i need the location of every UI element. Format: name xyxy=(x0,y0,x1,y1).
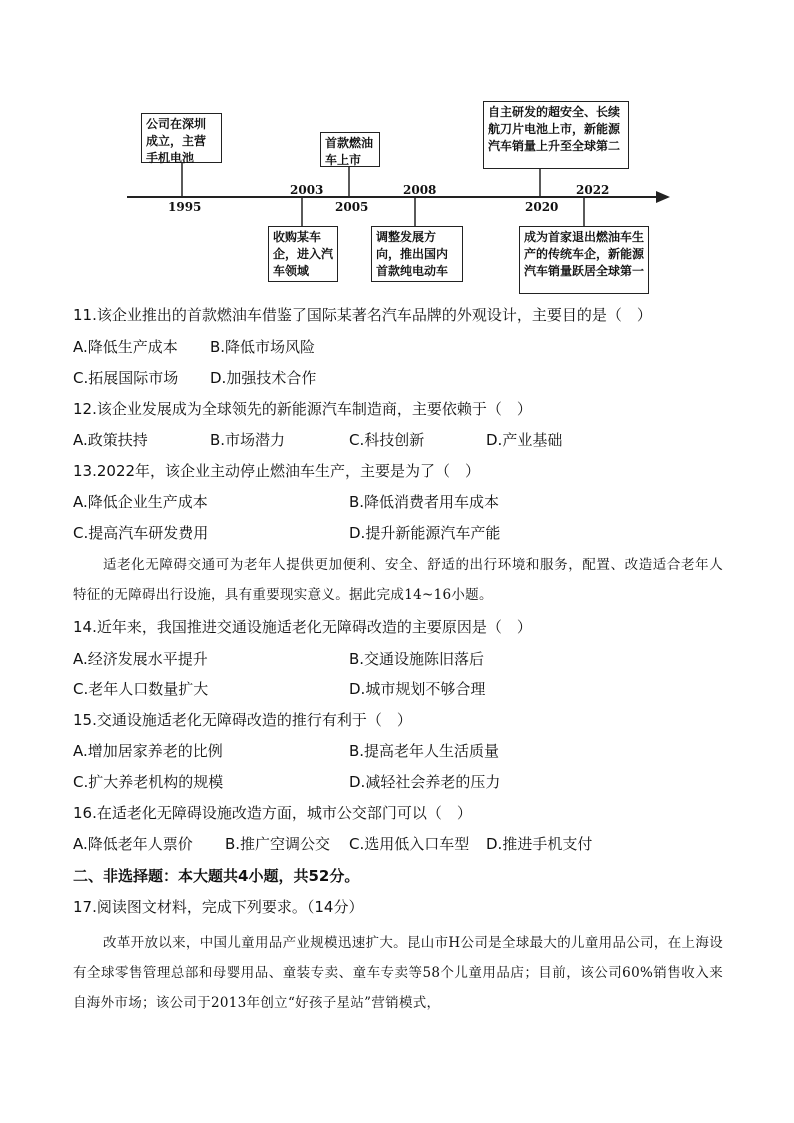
question-16: 16.在适老化无障碍设施改造方面，城市公交部门可以（ ） xyxy=(73,804,472,822)
year-label-2020: 2020 xyxy=(525,200,559,214)
q12-option-c: C.科技创新 xyxy=(349,431,425,449)
q15-option-a: A.增加居家养老的比例 xyxy=(73,742,223,760)
q14-option-a: A.经济发展水平提升 xyxy=(73,650,208,668)
q15-option-b: B.提高老年人生活质量 xyxy=(349,742,500,760)
year-label-2003: 2003 xyxy=(290,183,324,197)
q15-option-d: D.减轻社会养老的压力 xyxy=(349,773,501,791)
q12-option-a: A.政策扶持 xyxy=(73,431,148,449)
q12-option-d: D.产业基础 xyxy=(486,431,563,449)
event-box-2022: 成为首家退出燃油车生产的传统车企，新能源汽车销量跃居全球第一 xyxy=(519,226,649,294)
event-box-2008: 调整发展方向，推出国内首款纯电动车 xyxy=(371,226,463,282)
section-heading-non-choice: 二、非选择题：本大题共4小题，共52分。 xyxy=(73,867,360,885)
q13-option-c: C.提高汽车研发费用 xyxy=(73,524,209,542)
event-box-2005: 首款燃油车上市 xyxy=(320,132,380,167)
q11-option-c: C.拓展国际市场 xyxy=(73,369,179,387)
q14-option-c: C.老年人口数量扩大 xyxy=(73,680,209,698)
year-label-2008: 2008 xyxy=(403,183,437,197)
q15-option-c: C.扩大养老机构的规模 xyxy=(73,773,224,791)
question-14: 14.近年来，我国推进交通设施适老化无障碍改造的主要原因是（ ） xyxy=(73,618,532,636)
q16-option-d: D.推进手机支付 xyxy=(486,835,593,853)
q16-option-a: A.降低老年人票价 xyxy=(73,835,193,853)
q11-option-b: B.降低市场风险 xyxy=(210,338,316,356)
year-label-1995: 1995 xyxy=(168,200,202,214)
q11-option-d: D.加强技术合作 xyxy=(210,369,317,387)
passage-children-products: 改革开放以来，中国儿童用品产业规模迅速扩大。昆山市H公司是全球最大的儿童用品公司，在上海设有全球零售管理总部和母婴用品、童装专卖、童车专卖等58个儿童用品店；目前，该公司60%销售收入来自海外市场；该公司于2013年创立“好孩子星站”营销模式， xyxy=(73,935,723,1011)
question-13: 13.2022年，该企业主动停止燃油车生产，主要是为了（ ） xyxy=(73,462,481,480)
q13-option-a: A.降低企业生产成本 xyxy=(73,493,208,511)
event-box-1995: 公司在深圳成立，主营手机电池 xyxy=(141,113,222,163)
year-label-2022: 2022 xyxy=(576,183,610,197)
q16-option-c: C.选用低入口车型 xyxy=(349,835,470,853)
question-15: 15.交通设施适老化无障碍改造的推行有利于（ ） xyxy=(73,711,412,729)
event-box-2020: 自主研发的超安全、长续航刀片电池上市，新能源汽车销量上升至全球第二 xyxy=(483,101,629,169)
q13-option-d: D.提升新能源汽车产能 xyxy=(349,524,501,542)
q14-option-d: D.城市规划不够合理 xyxy=(349,680,486,698)
timeline-arrow xyxy=(656,191,670,203)
question-11: 11.该企业推出的首款燃油车借鉴了国际某著名汽车品牌的外观设计，主要目的是（ ） xyxy=(73,306,652,324)
question-17: 17.阅读图文材料，完成下列要求。（14分） xyxy=(73,898,364,916)
question-12: 12.该企业发展成为全球领先的新能源汽车制造商，主要依赖于（ ） xyxy=(73,400,532,418)
year-label-2005: 2005 xyxy=(335,200,369,214)
q12-option-b: B.市场潜力 xyxy=(210,431,286,449)
q11-option-a: A.降低生产成本 xyxy=(73,338,178,356)
q16-option-b: B.推广空调公交 xyxy=(225,835,331,853)
passage-aging-transport: 适老化无障碍交通可为老年人提供更加便利、安全、舒适的出行环境和服务，配置、改造适合老年人特征的无障碍出行设施，具有重要现实意义。据此完成14~16小题。 xyxy=(73,557,723,603)
event-box-2003: 收购某车企，进入汽车领域 xyxy=(268,226,338,282)
q14-option-b: B.交通设施陈旧落后 xyxy=(349,650,485,668)
q13-option-b: B.降低消费者用车成本 xyxy=(349,493,500,511)
